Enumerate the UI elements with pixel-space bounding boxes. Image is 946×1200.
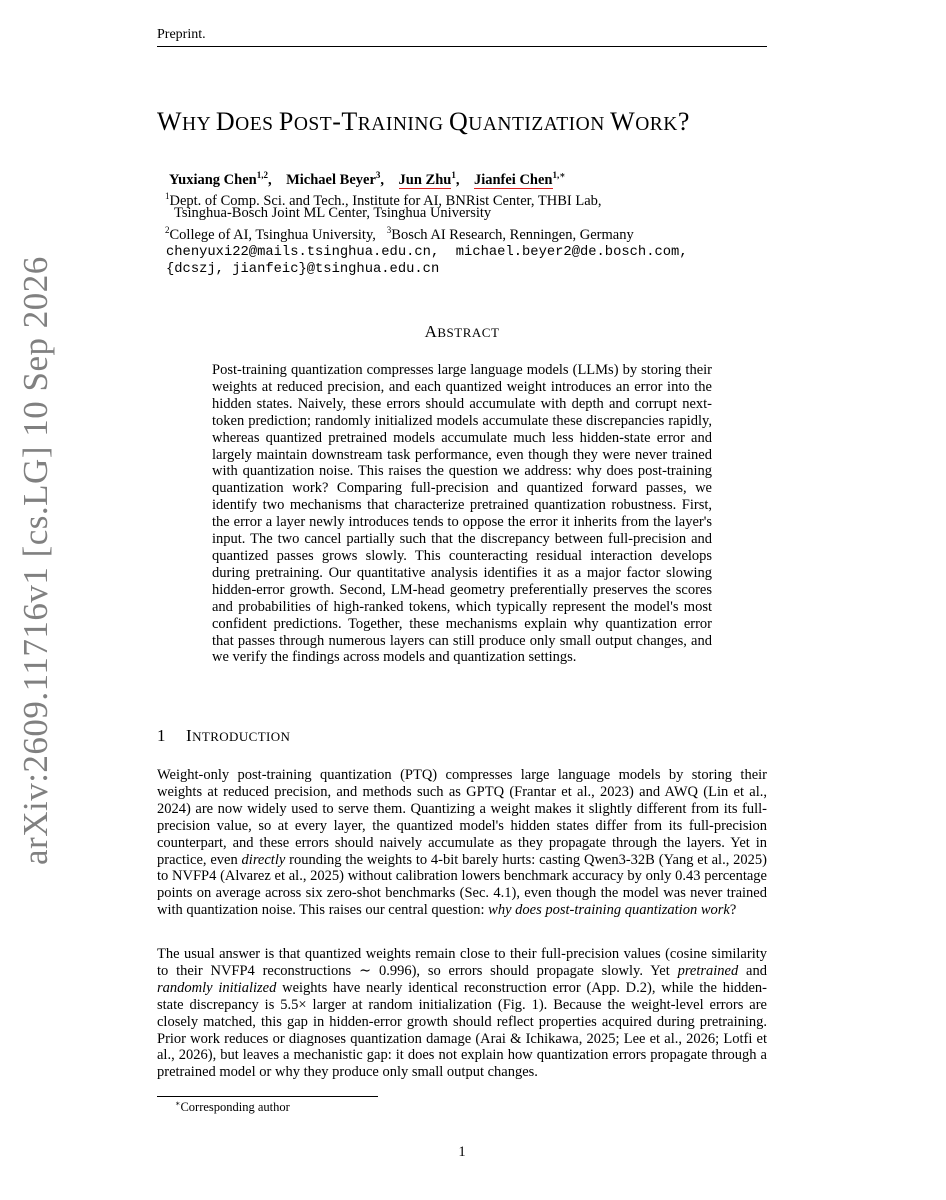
author-name: Yuxiang Chen <box>169 171 257 188</box>
author-name: Michael Beyer <box>286 171 376 188</box>
affiliation-line: $^1$Dept. of Comp. Sci. and Tech., Institute for AI, BNRist Center, THBI Lab, <box>165 191 602 209</box>
intro-paragraph-1: Weight-only post-training quantization (PTQ) compresses large language models by storing their weights at reduced precision, and methods such as GPTQ (Frantar et al., 2023) and AWQ (Lin et al., 2024) are now widely used to serve them. Quantizing a weight makes it slightly different from its full-precision value, so at every layer, the quantized model's hidden states differ from its full-precision counterpart, and these errors should naively accumulate as they propagate through the layers. Yet in practice, even directly rounding the weights to 4-bit barely hurts: casting Qwen3-32B (Yang et al., 2025) to NVFP4 (Alvarez et al., 2025) without calibration lowers benchmark accuracy by only 0.43 percentage points on average across six zero-shot benchmarks (Sec. 4.1), even though the model was never trained with quantization noise. This raises our central question: why does post-training quantization work? <box>157 767 767 919</box>
running-header: Preprint. <box>157 27 206 42</box>
abstract-heading: ABSTRACT <box>424 322 500 341</box>
section-heading: 1 INTRODUCTION <box>157 726 291 745</box>
affiliation-line: Tsinghua-Bosch Joint ML Center, Tsinghua University <box>174 205 492 221</box>
abstract-text: Post-training quantization compresses large language models (LLMs) by storing their weights at reduced precision, and each quantized weight introduces an error into the hidden states. Naively, these errors should accumulate with depth and corrupt next-token prediction; randomly initialized models accumulate these discrepancies rapidly, whereas quantized pretrained models accumulate much less hidden-state error and largely maintain downstream task performance, even though they were never trained with quantization noise. This raises the question we address: why does post-training quantization work? Comparing full-precision and quantized forward passes, we identify two mechanisms that characterize pretrained quantization robustness. First, the error a layer newly introduces tends to oppose the error it inherits from the layer's input. The two cancel partially such that the discrepancy between full-precision and quantized passes grows slowly. This counteracting residual interaction develops during pretraining. Our quantitative analysis identifies it as a major factor slowing hidden-error growth. Second, LM-head geometry preferentially preserves the scores and probabilities of high-ranked tokens, which typically represent the model's most confident predictions. Together, these mechanisms explain why quantization error that passes through numerous layers can still produce only small output changes, and we verify the findings across models and quantization settings. <box>212 362 712 666</box>
affiliation-line: $^2$College of AI, Tsinghua University, $^3$Bosch AI Research, Renningen, Germany <box>165 225 634 243</box>
email-line: {dcszj, jianfeic}@tsinghua.edu.cn <box>166 262 440 277</box>
email-block <box>166 244 688 278</box>
author-name-link[interactable]: Jianfei Chen <box>473 171 553 188</box>
footnote: ∗Corresponding author <box>175 1099 290 1115</box>
section-number: 1 <box>157 726 166 745</box>
paper-title: WHY DOES POST-TRAINING QUANTIZATION WORK? <box>157 107 690 136</box>
author-affil-mark: 1,2 <box>256 170 268 180</box>
header-rule <box>157 46 767 47</box>
footnote-rule <box>157 1096 378 1097</box>
author-affil-mark: 3 <box>375 170 381 180</box>
author-name-link[interactable]: Jun Zhu <box>398 171 452 188</box>
page-number: 1 <box>458 1144 466 1160</box>
author-list: Yuxiang Chen$^{1,2}$, Michael Beyer$^3$, Jun Zhu$^1$, Jianfei Chen$^{1,∗}$ <box>169 170 566 188</box>
intro-paragraph-2: The usual answer is that quantized weights remain close to their full-precision values (cosine similarity to their NVFP4 reconstructions ∼ 0.996), so errors should propagate slowly. Yet pretrained and randomly initialized weights have nearly identical reconstruction error (App. D.2), while the hidden-state discrepancy is 5.5× larger at random initialization (Fig. 1). Because the weight-level errors are closely matched, this gap in hidden-error growth should reflect properties acquired during pretraining. Prior work reduces or diagnoses quantization damage (Arai & Ichikawa, 2025; Lee et al., 2026; Lotfi et al., 2026), but leaves a mechanistic gap: it does not explain how quantization errors propagate through a pretrained model or why they produce only small output changes. <box>157 946 767 1081</box>
arxiv-stamp: arXiv:2609.11716v1 [cs.LG] 10 Sep 2026 <box>16 256 55 865</box>
email-line: chenyuxi22@mails.tsinghua.edu.cn, michael.beyer2@de.bosch.com, <box>166 245 688 260</box>
author-affil-mark: 1 <box>451 170 456 180</box>
author-affil-mark: 1,∗ <box>552 170 566 180</box>
